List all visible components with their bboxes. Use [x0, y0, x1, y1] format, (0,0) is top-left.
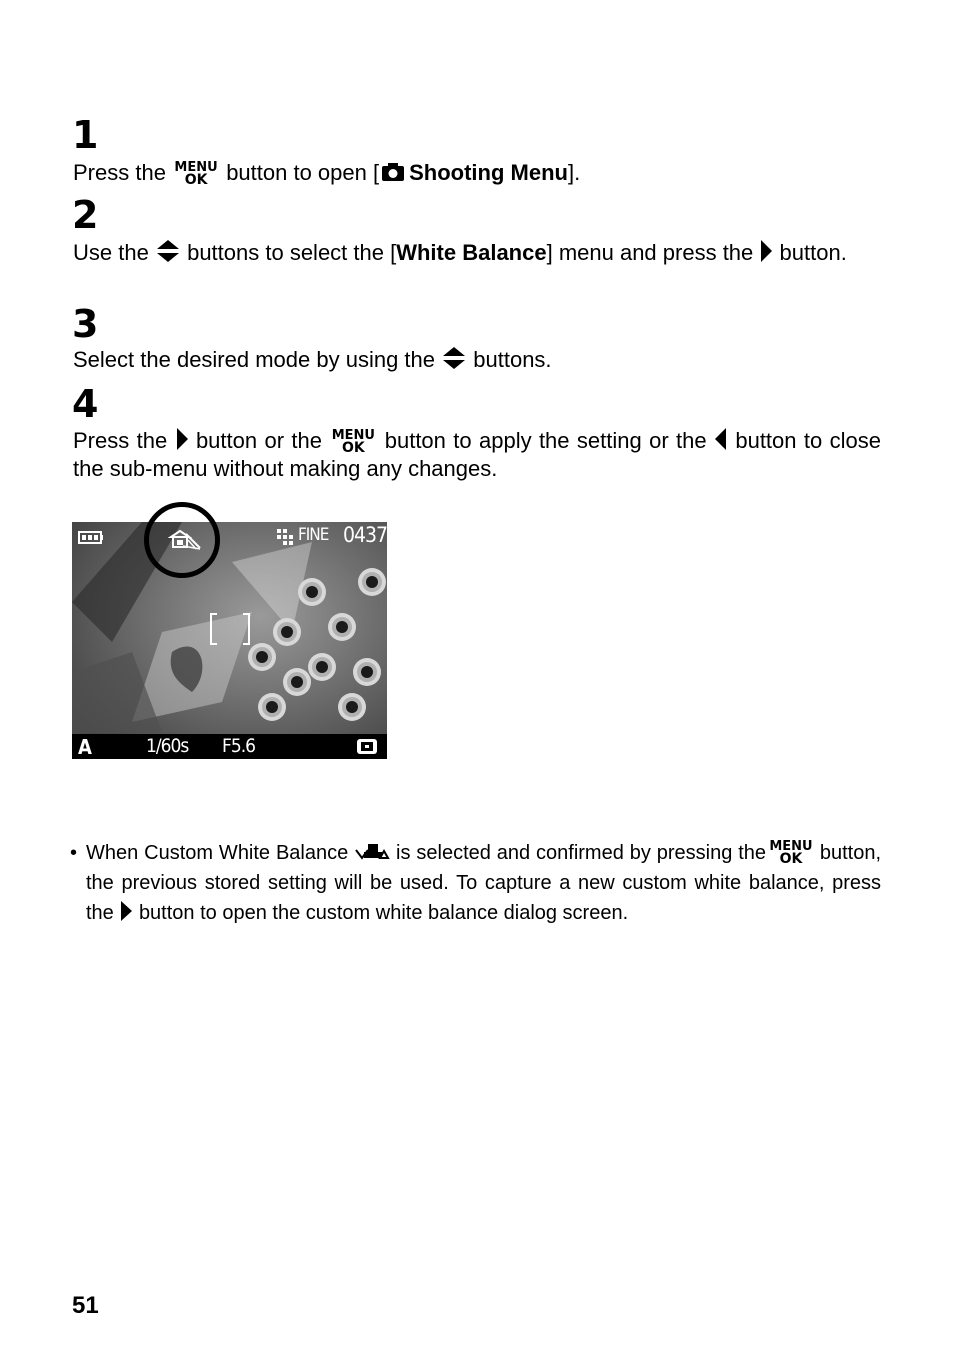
step-1-text	[73, 159, 881, 187]
step-number: 2	[72, 193, 99, 237]
step-text: Press the	[73, 428, 168, 453]
step-text: button to apply the setting or the	[384, 428, 707, 453]
step-text: ].	[567, 160, 581, 185]
highlight-circle	[144, 502, 220, 578]
quality-label: FINE	[298, 525, 329, 545]
step-text: ] menu and press the	[546, 240, 754, 265]
step-text: button or the	[195, 428, 322, 453]
aperture-value: F5.6	[222, 735, 256, 757]
right-arrow-icon	[759, 239, 773, 263]
step-text: buttons to select the [	[187, 240, 397, 265]
note-text: When Custom White Balance	[86, 842, 349, 864]
step-number: 3	[72, 302, 99, 346]
right-arrow-icon	[119, 900, 133, 922]
resolution-grid-icon	[276, 528, 296, 546]
step-text: Use the	[73, 240, 149, 265]
up-down-arrows-icon	[441, 346, 467, 370]
step-number: 4	[72, 382, 99, 426]
camera-icon	[381, 162, 405, 182]
battery-icon	[78, 531, 104, 544]
step-text: Select the desired mode by using the	[73, 347, 436, 372]
note-paragraph	[70, 838, 882, 928]
step-number: 1	[72, 113, 99, 157]
menu-name: White Balance	[396, 240, 547, 265]
menu-name: Shooting Menu	[409, 160, 568, 185]
step-2-text	[73, 239, 881, 267]
metering-icon	[356, 738, 378, 755]
bullet: •	[70, 842, 78, 864]
step-text: button to open [	[226, 160, 380, 185]
shutter-speed: 1/60s	[146, 735, 189, 757]
page-number: 51	[72, 1292, 99, 1319]
step-text: buttons.	[473, 347, 552, 372]
left-arrow-icon	[714, 427, 728, 451]
step-text: button.	[779, 240, 847, 265]
note-text: is selected and confirmed by pressing the	[396, 842, 767, 864]
step-4-text	[73, 427, 881, 483]
menu-ok-icon: MENU OK	[331, 428, 375, 456]
note-text: button, the previous stored setting will be used. To capture a new custom white balance, press the	[86, 842, 882, 924]
up-down-arrows-icon	[155, 239, 181, 263]
shots-remaining: 0437	[343, 523, 387, 547]
step-text: button to close the sub-menu without making any changes.	[73, 428, 881, 481]
note-text: button to open the custom white balance dialog screen.	[138, 902, 629, 924]
right-arrow-icon	[175, 427, 189, 451]
step-3-text	[73, 346, 881, 374]
menu-ok-icon: MENU OK	[174, 160, 218, 188]
camera-lcd-preview	[72, 522, 387, 759]
exposure-mode: A	[78, 735, 92, 759]
step-text: Press the	[73, 160, 166, 185]
menu-ok-icon: MENU OK	[769, 839, 813, 867]
focus-frame	[209, 612, 251, 646]
custom-wb-icon	[354, 842, 390, 862]
